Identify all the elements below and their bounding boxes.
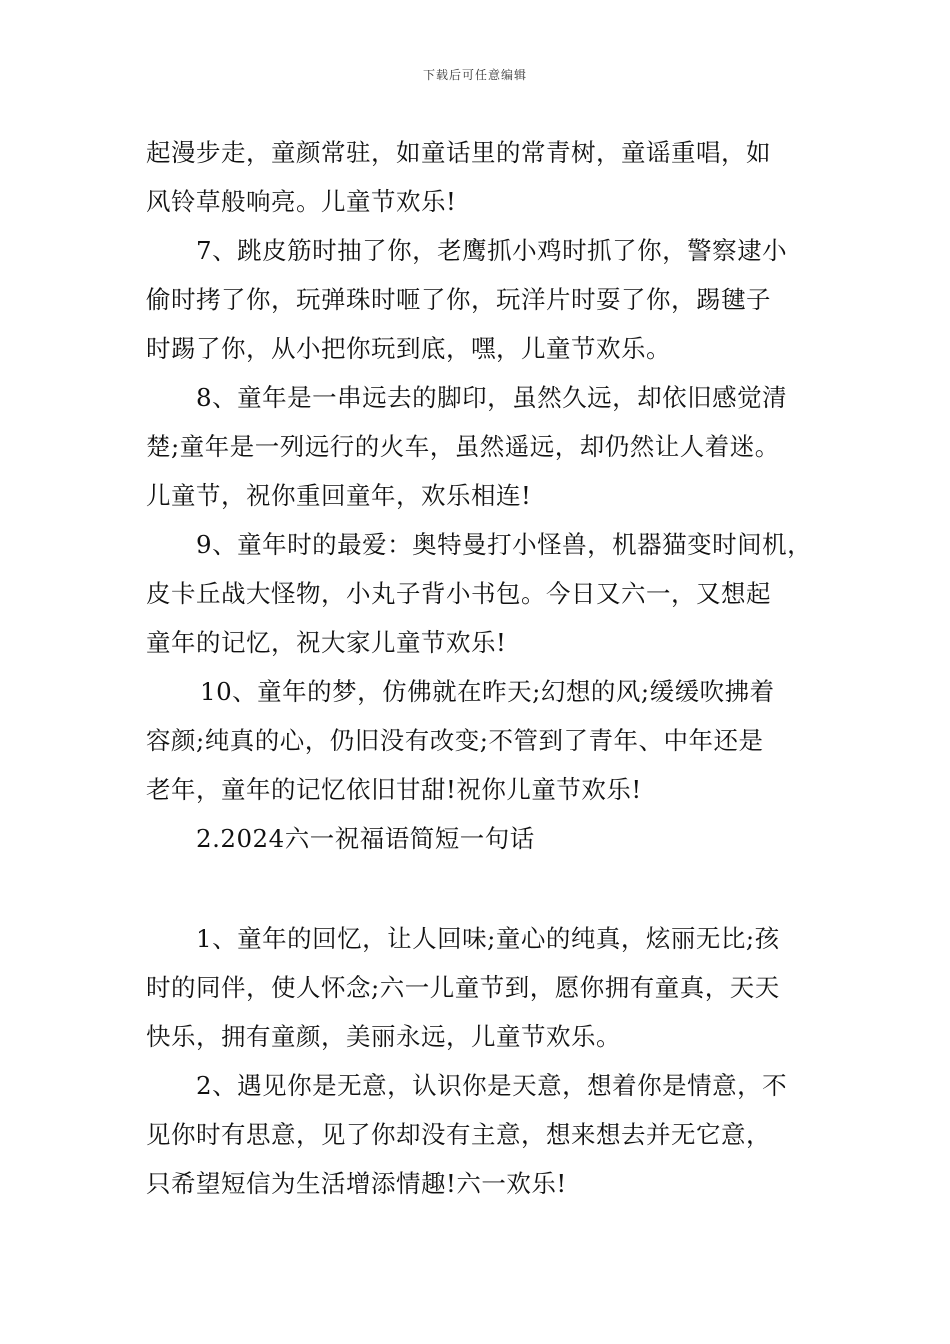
text-line: 8、童年是一串远去的脚印，虽然久远，却依旧感觉清 [196, 383, 788, 412]
paragraph-item-7 [146, 226, 808, 373]
text-line: 2、遇见你是无意，认识你是天意，想着你是情意，不 [196, 1071, 788, 1100]
text-line: 容颜;纯真的心，仍旧没有改变;不管到了青年、中年还是 [146, 726, 764, 755]
header-note: 下载后可任意编辑 [422, 68, 527, 82]
text-line: 9、童年时的最爱：奥特曼打小怪兽，机器猫变时间机， [196, 530, 813, 559]
paragraph-item-2 [146, 1061, 808, 1208]
text-line: 10、童年的梦，仿佛就在昨天;幻想的风;缓缓吹拂着 [200, 677, 775, 706]
text-line: 老年，童年的记忆依旧甘甜!祝你儿童节欢乐! [146, 775, 642, 804]
text-line: 皮卡丘战大怪物，小丸子背小书包。今日又六一，又想起 [146, 579, 771, 608]
section-heading [146, 814, 808, 863]
paragraph-item-8 [146, 373, 808, 520]
text-line: 7、跳皮筋时抽了你，老鹰抓小鸡时抓了你，警察逮小 [196, 236, 788, 265]
section-title: 2.2024六一祝福语简短一句话 [196, 824, 535, 853]
blank-gap [146, 863, 808, 914]
document-body [146, 128, 813, 1208]
paragraph-item-1 [146, 914, 808, 1061]
text-line: 时的同伴，使人怀念;六一儿童节到，愿你拥有童真，天天 [146, 973, 780, 1002]
paragraph-item-10 [146, 667, 808, 814]
paragraph-continuation [146, 128, 808, 226]
text-line: 儿童节，祝你重回童年，欢乐相连! [146, 481, 532, 510]
text-line: 楚;童年是一列远行的火车，虽然遥远，却仍然让人着迷。 [146, 432, 780, 461]
text-line: 风铃草般响亮。儿童节欢乐! [146, 187, 457, 216]
text-line: 童年的记忆，祝大家儿童节欢乐! [146, 628, 507, 657]
text-line: 偷时拷了你，玩弹珠时咂了你，玩洋片时耍了你，踢毽子 [146, 285, 771, 314]
text-line: 起漫步走，童颜常驻，如童话里的常青树，童谣重唱，如 [146, 138, 771, 167]
paragraph-item-9 [146, 520, 813, 667]
text-line: 1、童年的回忆，让人回味;童心的纯真，炫丽无比;孩 [196, 924, 780, 953]
text-line: 只希望短信为生活增添情趣!六一欢乐! [146, 1169, 567, 1198]
text-line: 时踢了你，从小把你玩到底，嘿，儿童节欢乐。 [146, 334, 671, 363]
text-line: 见你时有思意，见了你却没有主意，想来想去并无它意， [146, 1120, 771, 1149]
text-line: 快乐，拥有童颜，美丽永远，儿童节欢乐。 [146, 1022, 621, 1051]
